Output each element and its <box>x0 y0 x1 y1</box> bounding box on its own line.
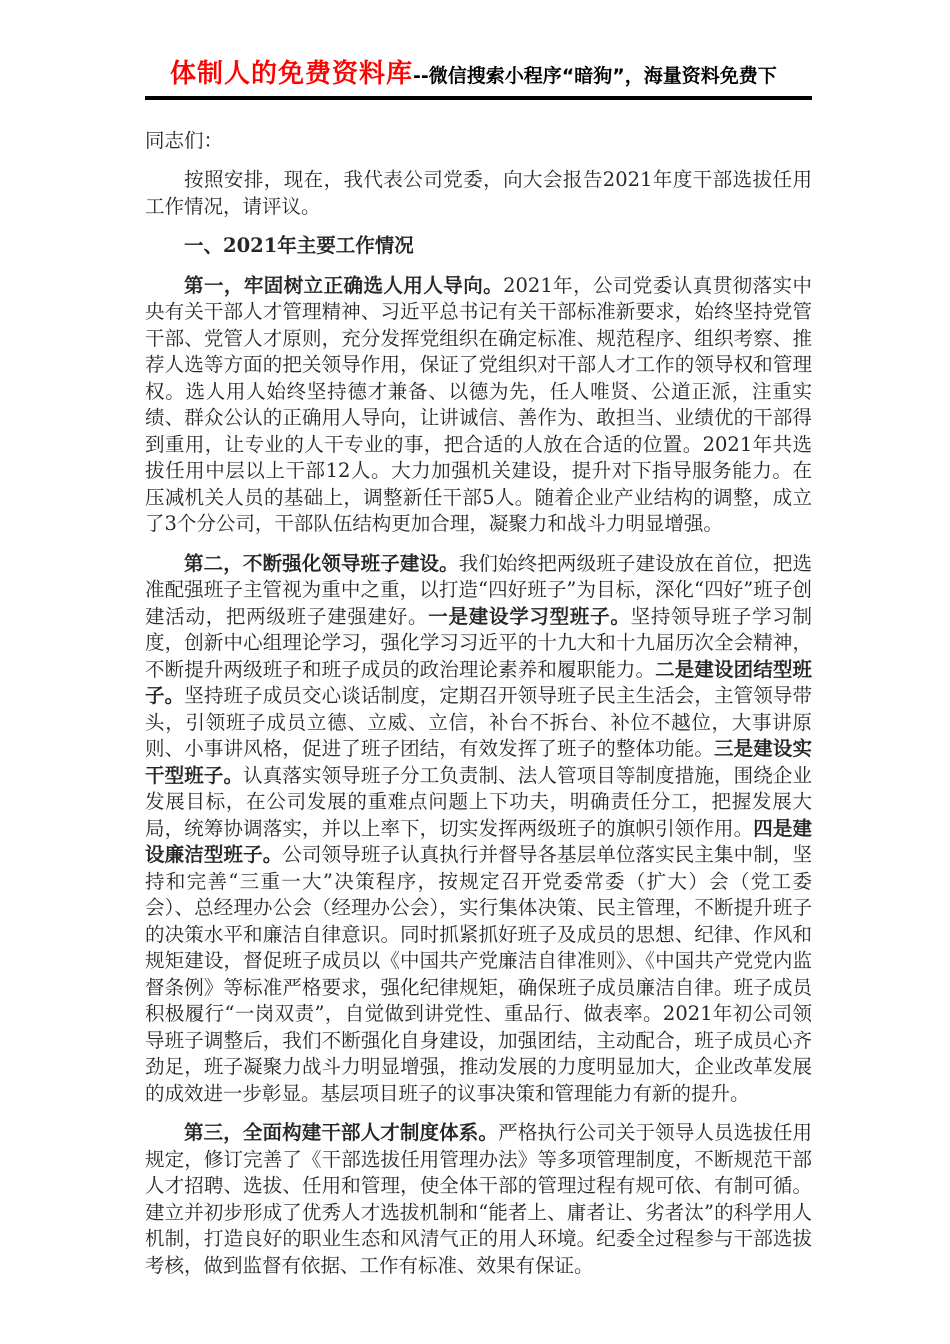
promo-header <box>145 60 812 100</box>
paragraph <box>145 1120 812 1279</box>
paragraph-text: 坚持班子成员交心谈话制度，定期召开领导班子民主生活会，主管领导带头，引领班子成员立德、立威、立信，补台不拆台、补位不越位，大事讲原则、小事讲风格，促进了班子团结，有效发挥了班子的整体功能。 <box>145 684 812 761</box>
paragraph-text: 2021年，公司党委认真贯彻落实中央有关干部人才管理精神、习近平总书记有关干部标准新要求，始终坚持党管干部、党管人才原则，充分发挥党组织在确定标准、规范程序、组织考察、推荐人选等方面的把关领导作用，保证了党组织对干部人才工作的领导权和管理权。选人用人始终坚持德才兼备、以德为先，任人唯贤、公道正派，注重实绩、群众公认的正确用人导向，让讲诚信、善作为、敢担当、业绩优的干部得到重用，让专业的人干专业的事，把合适的人放在合适的位置。2021年共选拔任用中层以上干部12人。大力加强机关建设，提升对下指导服务能力。在压减机关人员的基础上，调整新任干部5人。随着企业产业结构的调整，成立了3个分公司，干部队伍结构更加合理，凝聚力和战斗力明显增强。 <box>145 273 812 536</box>
paragraph-lead: 第二，不断强化领导班子建设。 <box>184 551 459 575</box>
promo-tagline: --微信搜索小程序“暗狗”，海量资料免费下 <box>413 65 777 87</box>
paragraph-list <box>145 273 812 1280</box>
intro-paragraph: 按照安排，现在，我代表公司党委，向大会报告2021年度干部选拔任用工作情况，请评议。 <box>145 168 812 218</box>
paragraph-lead: 第一，牢固树立正确选人用人导向。 <box>184 273 504 297</box>
paragraph-text: 坚持领导班子学习制度，创新中心组理论学习，强化学习习近平的十九大和十九届历次全会精神，不断提升两级班子和班子成员的政治理论素养和履职能力。 <box>145 604 812 681</box>
paragraph-lead: 三是建设实干型班子。 <box>145 737 812 787</box>
paragraph-lead: 一是建设学习型班子。 <box>428 604 631 628</box>
section-heading: 一、2021年主要工作情况 <box>184 234 414 258</box>
paragraph-lead: 二是建设团结型班子。 <box>145 657 812 708</box>
paragraph-lead: 第三，全面构建干部人才制度体系。 <box>184 1121 499 1145</box>
salutation: 同志们： <box>145 128 224 152</box>
promo-brand: 体制人的免费资料库 <box>170 59 414 89</box>
paragraph <box>145 551 812 1108</box>
document-body <box>145 128 812 1280</box>
paragraph-text: 我们始终把两级班子建设放在首位，把选准配强班子主管视为重中之重，以打造“四好班子”为目标，深化“四好”班子创建活动，把两级班子建强建好。 <box>145 551 812 628</box>
paragraph-text: 严格执行公司关于领导人员选拔任用规定，修订完善了《干部选拔任用管理办法》等多项管理制度，不断规范干部人才招聘、选拔、任用和管理，使全体干部的管理过程有规可依、有制可循。建立并初步形成了优秀人才选拔机制和“能者上、庸者让、劣者汰”的科学用人机制，打造良好的职业生态和风清气正的用人环境。纪委全过程参与干部选拔考核，做到监督有依据、工作有标准、效果有保证。 <box>145 1121 812 1277</box>
paragraph-text: 认真落实领导班子分工负责制、法人管项目等制度措施，围绕企业发展目标，在公司发展的重难点问题上下功夫，明确责任分工，把握发展大局，统筹协调落实，并以上率下，切实发挥两级班子的旗帜引领作用。 <box>145 763 812 840</box>
paragraph <box>145 273 812 538</box>
paragraph-lead: 四是建设廉洁型班子。 <box>145 816 812 867</box>
paragraph-text: 公司领导班子认真执行并督导各基层单位落实民主集中制，坚持和完善“三重一大”决策程序，按规定召开党委常委（扩大）会（党工委会）、总经理办公会（经理办公会），实行集体决策、民主管理，不断提升班子的决策水平和廉洁自律意识。同时抓紧抓好班子及成员的思想、纪律、作风和规矩建设，督促班子成员以《中国共产党廉洁自律准则》、《中国共产党党内监督条例》等标准严格要求，强化纪律规矩，确保班子成员廉洁自律。班子成员积极履行“一岗双责”，自觉做到讲党性、重品行、做表率。2021年初公司领导班子调整后，我们不断强化自身建设，加强团结，主动配合，班子成员心齐劲足，班子凝聚力战斗力明显增强，推动发展的力度明显加大，企业改革发展的成效进一步彰显。基层项目班子的议事决策和管理能力有新的提升。 <box>145 843 812 1105</box>
